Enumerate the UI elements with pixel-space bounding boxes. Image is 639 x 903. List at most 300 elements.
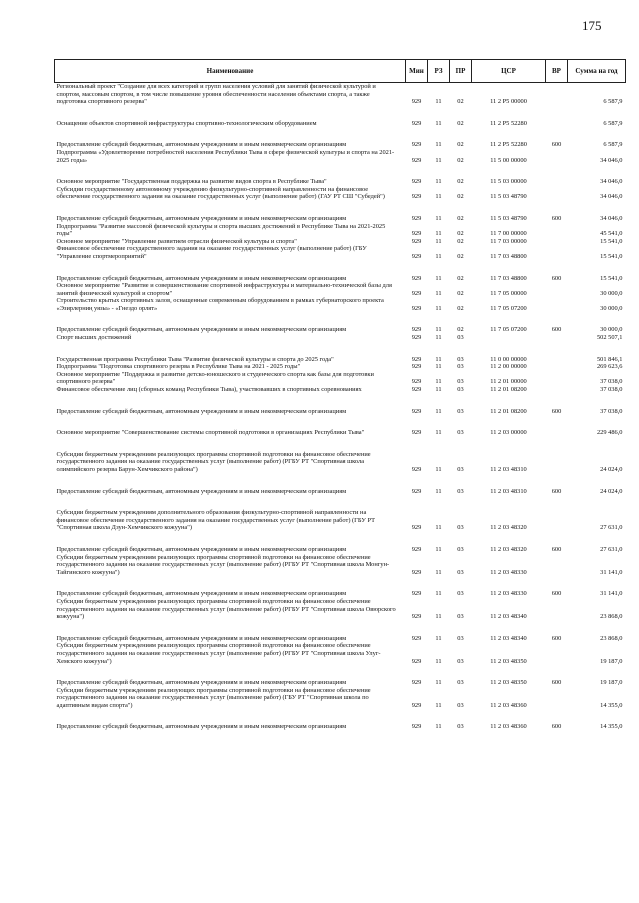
cell-csr: 11 7 03 48800 — [490, 274, 527, 282]
cell-name: Предоставление субсидий бюджетным, автономным учреждениям и иным некоммерческим организациям — [56, 274, 347, 282]
cell-pr: 03 — [457, 378, 464, 386]
cell-min: 929 — [411, 568, 422, 576]
cell-pr: 03 — [457, 386, 464, 394]
row-spacer — [55, 495, 626, 509]
cell-csr: 11 2 03 48320 — [490, 545, 527, 553]
cell-pr: 02 — [457, 178, 464, 186]
cell-name: Финансовое обеспечение лиц (сборных команд Республики Тыва), участвовавших в спортивных соревнованиях — [56, 386, 362, 394]
cell-csr: 11 7 00 00000 — [490, 230, 527, 238]
cell-min: 929 — [411, 214, 422, 222]
cell-min: 929 — [411, 252, 422, 260]
cell-sum: 15 541,0 — [600, 274, 623, 282]
row-spacer — [55, 532, 626, 546]
spacer-cell — [55, 164, 626, 178]
cell-rz: 11 — [435, 274, 442, 282]
spacer-cell — [55, 394, 626, 408]
cell-min: 929 — [411, 657, 422, 665]
row-spacer — [55, 127, 626, 141]
cell-rz: 11 — [435, 429, 442, 437]
row-spacer — [55, 261, 626, 275]
cell-rz: 11 — [435, 568, 442, 576]
spacer-cell — [55, 709, 626, 723]
cell-rz: 11 — [435, 407, 442, 415]
cell-vr — [546, 642, 568, 665]
cell-csr: 11 2 03 48360 — [490, 701, 527, 709]
spacer-cell — [55, 474, 626, 488]
budget-table — [54, 59, 626, 731]
cell-pr: 02 — [457, 289, 464, 297]
cell-csr: 11 2 03 48350 — [490, 679, 527, 687]
cell-rz: 11 — [435, 252, 442, 260]
cell-sum: 23 868,0 — [600, 634, 623, 642]
cell-vr: 600 — [551, 723, 562, 731]
spacer-cell — [55, 415, 626, 429]
cell-min: 929 — [411, 679, 422, 687]
cell-min: 929 — [411, 274, 422, 282]
spacer-cell — [55, 261, 626, 275]
cell-min: 929 — [411, 701, 422, 709]
cell-vr — [546, 363, 568, 371]
cell-name: Подпрограмма "Подготовка спортивного резерва в Республике Тыва на 2021 - 2025 годы" — [56, 363, 301, 371]
cell-csr: 11 7 03 00000 — [490, 237, 527, 245]
cell-min: 929 — [411, 178, 422, 186]
col-header-name: Наименование — [55, 60, 406, 83]
cell-name: Основное мероприятие "Совершенствование системы спортивной подготовки в организациях Республики Тыва" — [56, 429, 365, 437]
cell-vr: 600 — [551, 487, 562, 495]
page-number: 175 — [582, 18, 602, 33]
cell-vr — [546, 238, 568, 246]
cell-name: Субсидии бюджетным учреждениям реализующих программы спортивной подготовки на финансовое обеспечение государственного задания на оказание государственных услуг (выполнение работ) (РГБУ РТ "Спортивная школа Монгун-Тайгинского кожууна") — [56, 553, 390, 576]
row-spacer — [55, 415, 626, 429]
col-header-rz: РЗ — [428, 60, 450, 83]
cell-rz: 11 — [435, 214, 442, 222]
cell-pr: 03 — [457, 545, 464, 553]
cell-min: 929 — [411, 590, 422, 598]
cell-sum: 6 587,9 — [603, 119, 623, 127]
cell-rz: 11 — [435, 466, 442, 473]
cell-csr: 11 2 01 00000 — [490, 378, 527, 386]
cell-rz: 11 — [435, 304, 442, 312]
spacer-cell — [55, 495, 626, 509]
cell-sum: 24 024,0 — [600, 466, 623, 473]
cell-pr: 02 — [457, 304, 464, 312]
table-row — [55, 245, 626, 260]
cell-min: 929 — [411, 429, 422, 437]
cell-rz: 11 — [435, 487, 442, 495]
cell-pr: 02 — [457, 274, 464, 282]
cell-name: Субсидии бюджетным учреждениям реализующих программы спортивной подготовки на финансовое обеспечение государственного задания на оказание государственных услуг (выполнение работ) (РГБУ РТ "Спортивная школа Овюрского кожууна") — [56, 597, 396, 621]
table-row — [55, 282, 626, 297]
cell-sum: 30 000,0 — [600, 326, 623, 334]
cell-rz: 11 — [435, 701, 442, 709]
cell-csr: 11 5 00 00000 — [490, 156, 527, 164]
cell-sum: 37 038,0 — [600, 378, 623, 386]
cell-pr: 03 — [457, 487, 464, 495]
cell-min: 929 — [411, 326, 422, 334]
cell-rz: 11 — [435, 363, 442, 371]
table-row — [55, 408, 626, 416]
cell-csr: 11 7 05 00000 — [490, 289, 527, 297]
cell-name: Государственная программа Республики Тыва "Развитие физической культуры и спорта до 2025 года" — [56, 355, 334, 363]
cell-min: 929 — [411, 524, 422, 532]
cell-vr — [546, 429, 568, 437]
cell-name: Основное мероприятие "Развитие и совершенствование спортивной инфраструктуры и материально-технической базы для занятий физической культурой и спортом" — [56, 282, 392, 297]
spacer-cell — [55, 201, 626, 215]
cell-min: 929 — [411, 355, 422, 363]
cell-min: 929 — [411, 378, 422, 386]
cell-min: 929 — [411, 156, 422, 164]
cell-min: 929 — [411, 289, 422, 297]
table-row — [55, 149, 626, 164]
cell-rz: 11 — [435, 386, 442, 394]
cell-vr: 600 — [551, 634, 562, 642]
cell-rz: 11 — [435, 289, 442, 297]
cell-csr: 11 2 03 48320 — [490, 524, 527, 532]
cell-rz: 11 — [435, 237, 442, 245]
cell-sum: 30 000,0 — [600, 289, 623, 297]
cell-min: 929 — [411, 386, 422, 394]
cell-pr: 03 — [457, 613, 464, 621]
cell-csr: 11 2 P5 52280 — [490, 141, 527, 149]
cell-csr: 11 2 03 48330 — [490, 590, 527, 598]
cell-name: Финансовое обеспечение государственного задания на оказание государственных услуг (выполнение работ) (ГБУ "Управление спортмероприятий" — [56, 245, 367, 260]
cell-csr: 11 0 00 00000 — [490, 355, 527, 363]
cell-sum: 229 486,0 — [596, 429, 623, 437]
cell-sum: 31 141,0 — [600, 568, 623, 576]
row-spacer — [55, 437, 626, 451]
table-row — [55, 120, 626, 128]
cell-csr — [472, 334, 546, 342]
cell-vr: 600 — [551, 214, 562, 222]
cell-vr — [546, 356, 568, 364]
cell-name: Подпрограмма "Развитие массовой физической культуры и спорта высших достижений в Республике Тыва на 2021-2025 годы" — [56, 222, 386, 238]
spacer-cell — [55, 665, 626, 679]
cell-pr: 03 — [457, 355, 464, 363]
cell-csr: 11 2 01 08200 — [490, 407, 527, 415]
cell-pr: 03 — [457, 363, 464, 371]
cell-vr — [546, 178, 568, 186]
cell-rz: 11 — [435, 98, 442, 106]
table-row — [55, 386, 626, 394]
cell-rz: 11 — [435, 326, 442, 334]
cell-rz: 11 — [435, 590, 442, 598]
cell-pr: 03 — [457, 701, 464, 709]
table-row — [55, 334, 626, 342]
cell-pr: 03 — [457, 407, 464, 415]
cell-name: Предоставление субсидий бюджетным, автономным учреждениям и иным некоммерческим организациям — [56, 723, 347, 731]
cell-min: 929 — [411, 141, 422, 149]
cell-vr — [546, 687, 568, 710]
row-spacer — [55, 665, 626, 679]
table-row — [55, 215, 626, 223]
table-row — [55, 554, 626, 577]
cell-name: Оснащение объектов спортивной инфраструктуры спортивно-технологическим оборудованием — [56, 119, 317, 127]
cell-vr: 600 — [551, 407, 562, 415]
cell-pr: 02 — [457, 230, 464, 238]
cell-vr: 600 — [551, 545, 562, 553]
cell-sum: 27 631,0 — [600, 524, 623, 532]
cell-pr: 03 — [457, 429, 464, 437]
cell-csr: 11 2 P5 00000 — [490, 98, 527, 106]
cell-rz: 11 — [435, 230, 442, 238]
table-row — [55, 275, 626, 283]
cell-csr: 11 2 P5 52280 — [490, 119, 527, 127]
cell-pr: 02 — [457, 193, 464, 201]
spacer-cell — [55, 437, 626, 451]
row-spacer — [55, 201, 626, 215]
cell-sum: 19 187,0 — [600, 657, 623, 665]
row-spacer — [55, 342, 626, 356]
cell-sum: 34 046,0 — [600, 156, 623, 164]
cell-csr: 11 2 03 48310 — [490, 487, 527, 495]
cell-rz: 11 — [435, 634, 442, 642]
cell-vr — [546, 282, 568, 297]
row-spacer — [55, 106, 626, 120]
cell-name: Основное мероприятие "Государственная поддержка на развитие видов спорта в Республике Тыва" — [56, 178, 327, 186]
cell-rz: 11 — [435, 156, 442, 164]
cell-name: Субсидии бюджетным учреждениям реализующих программы спортивной подготовки на финансовое обеспечение государственного задания на оказание государственных услуг (выполнение работ) (ГБУ РТ "Спортивная школа по адаптивным видам спорта") — [56, 686, 371, 709]
cell-name: Субсидии государственному автономному учреждению физкультурно-спортивной направленности на финансовое обеспечение государственного задания на оказание государственных услуг (выполнение работ) (ГАУ РТ СШ "Субедей") — [56, 185, 385, 201]
cell-csr: 11 2 03 48330 — [490, 568, 527, 576]
cell-sum: 15 541,0 — [600, 252, 623, 260]
cell-pr: 02 — [457, 237, 464, 245]
cell-vr: 600 — [551, 679, 562, 687]
table-row — [55, 598, 626, 621]
cell-csr: 11 7 05 07200 — [490, 304, 527, 312]
cell-name: Субсидии бюджетным учреждениям дополнительного образования физкультурно-спортивной направленности на финансовое обеспечение государственного задания на оказание государственных услуг (выполнение работ) (ГБУ РТ "Спортивная школа Дзун-Хемчикского кожууна") — [56, 509, 375, 532]
row-spacer — [55, 474, 626, 488]
table-row — [55, 723, 626, 731]
cell-csr: 11 7 05 07200 — [490, 326, 527, 334]
table-row — [55, 326, 626, 334]
cell-sum: 6 587,9 — [603, 98, 623, 106]
col-header-sum: Сумма на год — [568, 60, 626, 83]
cell-sum: 37 038,0 — [600, 386, 623, 394]
row-spacer — [55, 709, 626, 723]
cell-pr: 02 — [457, 326, 464, 334]
table-row — [55, 186, 626, 201]
cell-name: Региональный проект "Создание для всех категорий и групп населения условий для занятий физической культурой и спортом, массовым спортом, в том числе повышение уровня обеспеченности населения объектами спорта, а также подготовка спортивного резерва" — [56, 83, 376, 106]
spacer-cell — [55, 312, 626, 326]
cell-rz: 11 — [435, 119, 442, 127]
cell-csr: 11 2 03 00000 — [490, 429, 527, 437]
table-row — [55, 238, 626, 246]
cell-name: Предоставление субсидий бюджетным, автономным учреждениям и иным некоммерческим организациям — [56, 679, 347, 687]
cell-min: 929 — [411, 723, 422, 731]
spacer-cell — [55, 621, 626, 635]
cell-min: 929 — [411, 407, 422, 415]
cell-name: Субсидии бюджетным учреждениям реализующих программы спортивной подготовки на финансовое обеспечение государственного задания на оказание государственных услуг (выполнение работ) (РГБУ РТ "Спортивная школа Улуг-Хемского кожууна") — [56, 642, 381, 665]
table-row — [55, 687, 626, 710]
table-row — [55, 509, 626, 532]
cell-vr: 600 — [551, 141, 562, 149]
cell-name: Субсидии бюджетным учреждениям реализующих программы спортивной подготовки на финансовое обеспечение государственного задания на оказание государственных услуг (выполнение работ) (РГБУ РТ "Спортивная школа олимпийского резерва Барун-Хемчикского района") — [56, 450, 371, 473]
cell-sum: 6 587,9 — [603, 141, 623, 149]
cell-sum: 23 868,0 — [600, 613, 623, 621]
cell-min: 929 — [411, 237, 422, 245]
cell-pr: 03 — [457, 634, 464, 642]
cell-name: Подпрограмма «Удовлетворение потребностей населения Республики Тыва в сфере физической культуры и спорта на 2021-2025 годы» — [56, 148, 395, 164]
table-row — [55, 429, 626, 437]
table-row — [55, 223, 626, 238]
spacer-cell — [55, 576, 626, 590]
cell-sum: 14 355,0 — [600, 701, 623, 709]
cell-name: Основное мероприятие "Поддержка и развитие детско-юношеского и студенческого спорта как базы для подготовки спортивного резерва" — [56, 370, 374, 386]
cell-rz: 11 — [435, 355, 442, 363]
cell-sum: 34 046,0 — [600, 214, 623, 222]
cell-pr: 02 — [457, 252, 464, 260]
cell-sum: 501 846,1 — [596, 355, 623, 363]
cell-sum: 34 046,0 — [600, 193, 623, 201]
cell-csr: 11 5 03 48790 — [490, 214, 527, 222]
table-row — [55, 297, 626, 312]
cell-vr — [546, 149, 568, 164]
cell-name: Предоставление субсидий бюджетным, автономным учреждениям и иным некоммерческим организациям — [56, 634, 347, 642]
table-row — [55, 178, 626, 186]
cell-rz: 11 — [435, 178, 442, 186]
cell-vr: 600 — [551, 326, 562, 334]
cell-pr: 02 — [457, 119, 464, 127]
cell-name: Предоставление субсидий бюджетным, автономным учреждениям и иным некоммерческим организациям — [56, 407, 347, 415]
cell-rz: 11 — [435, 657, 442, 665]
table-row — [55, 590, 626, 598]
cell-pr: 02 — [457, 98, 464, 106]
cell-csr: 11 5 03 48790 — [490, 193, 527, 201]
cell-vr — [546, 297, 568, 312]
cell-pr: 02 — [457, 141, 464, 149]
spacer-cell — [55, 342, 626, 356]
cell-min: 929 — [411, 230, 422, 238]
cell-pr: 03 — [457, 466, 464, 473]
cell-pr: 02 — [457, 214, 464, 222]
cell-sum: 31 141,0 — [600, 590, 623, 598]
cell-sum: 15 541,0 — [600, 237, 623, 245]
cell-pr: 03 — [457, 657, 464, 665]
cell-name: Предоставление субсидий бюджетным, автономным учреждениям и иным некоммерческим организациям — [56, 214, 347, 222]
cell-pr: 03 — [457, 524, 464, 532]
table-row — [55, 642, 626, 665]
table-header — [55, 60, 626, 83]
table-row — [55, 635, 626, 643]
cell-min: 929 — [411, 466, 422, 473]
cell-vr — [546, 120, 568, 128]
table-row — [55, 679, 626, 687]
cell-rz: 11 — [435, 378, 442, 386]
cell-pr: 03 — [457, 568, 464, 576]
row-spacer — [55, 164, 626, 178]
cell-vr — [546, 386, 568, 394]
cell-vr — [546, 509, 568, 532]
cell-sum: 502 507,1 — [596, 334, 623, 342]
table-row — [55, 546, 626, 554]
cell-rz: 11 — [435, 545, 442, 553]
row-spacer — [55, 576, 626, 590]
cell-min: 929 — [411, 363, 422, 371]
cell-csr: 11 2 00 00000 — [490, 363, 527, 371]
table-row — [55, 488, 626, 496]
cell-vr: 600 — [551, 590, 562, 598]
row-spacer — [55, 621, 626, 635]
cell-rz: 11 — [435, 613, 442, 621]
cell-name: Предоставление субсидий бюджетным, автономным учреждениям и иным некоммерческим организациям — [56, 545, 347, 553]
cell-rz: 11 — [435, 334, 442, 342]
table-row — [55, 141, 626, 149]
cell-rz: 11 — [435, 723, 442, 731]
col-header-vr: ВР — [546, 60, 568, 83]
cell-vr: 600 — [551, 274, 562, 282]
cell-pr: 03 — [457, 679, 464, 687]
cell-rz: 11 — [435, 524, 442, 532]
cell-name: Предоставление субсидий бюджетным, автономным учреждениям и иным некоммерческим организациям — [56, 590, 347, 598]
row-spacer — [55, 312, 626, 326]
cell-sum: 30 000,0 — [600, 304, 623, 312]
cell-min: 929 — [411, 98, 422, 106]
cell-min: 929 — [411, 334, 422, 342]
cell-csr: 11 2 03 48340 — [490, 634, 527, 642]
cell-vr — [546, 223, 568, 238]
spacer-cell — [55, 532, 626, 546]
table-row — [55, 356, 626, 364]
row-spacer — [55, 394, 626, 408]
col-header-min: Мин — [406, 60, 428, 83]
cell-name: Предоставление субсидий бюджетным, автономным учреждениям и иным некоммерческим организациям — [56, 141, 347, 149]
cell-pr: 03 — [457, 723, 464, 731]
cell-min: 929 — [411, 193, 422, 201]
cell-min: 929 — [411, 304, 422, 312]
cell-sum: 24 024,0 — [600, 487, 623, 495]
col-header-csr: ЦСР — [472, 60, 546, 83]
cell-vr — [546, 554, 568, 577]
cell-name: Предоставление субсидий бюджетным, автономным учреждениям и иным некоммерческим организациям — [56, 326, 347, 334]
cell-min: 929 — [411, 119, 422, 127]
cell-sum: 14 355,0 — [600, 723, 623, 731]
cell-vr — [546, 245, 568, 260]
cell-min: 929 — [411, 634, 422, 642]
table-row — [55, 83, 626, 106]
cell-vr — [546, 598, 568, 621]
cell-rz: 11 — [435, 193, 442, 201]
cell-vr — [546, 371, 568, 386]
cell-name: Предоставление субсидий бюджетным, автономным учреждениям и иным некоммерческим организациям — [56, 487, 347, 495]
cell-csr: 11 2 03 48360 — [490, 723, 527, 731]
cell-min: 929 — [411, 487, 422, 495]
cell-sum: 45 541,0 — [600, 230, 623, 238]
cell-name: Строительство крытых спортивных залов, оснащенные современным оборудованием в рамках губернаторского проекта «Эзирлерниң уязы» - «Гнездо орлят» — [56, 297, 384, 312]
cell-rz: 11 — [435, 141, 442, 149]
cell-csr: 11 2 03 48350 — [490, 657, 527, 665]
cell-min: 929 — [411, 545, 422, 553]
table-row — [55, 371, 626, 386]
cell-vr — [546, 83, 568, 106]
cell-csr: 11 5 03 00000 — [490, 178, 527, 186]
cell-pr: 03 — [457, 590, 464, 598]
cell-pr: 02 — [457, 156, 464, 164]
cell-csr: 11 2 01 08200 — [490, 386, 527, 394]
spacer-cell — [55, 127, 626, 141]
cell-sum: 27 631,0 — [600, 545, 623, 553]
col-header-pr: ПР — [450, 60, 472, 83]
cell-sum: 34 046,0 — [600, 178, 623, 186]
cell-sum: 19 187,0 — [600, 679, 623, 687]
cell-rz: 11 — [435, 679, 442, 687]
cell-sum: 37 038,0 — [600, 407, 623, 415]
cell-vr — [546, 186, 568, 201]
cell-name: Основное мероприятие "Управление развитием отрасли физической культуры и спорта" — [56, 237, 297, 245]
cell-name: Спорт высших достижений — [56, 334, 132, 342]
cell-pr: 03 — [457, 334, 464, 342]
cell-sum: 269 623,6 — [596, 363, 623, 371]
cell-csr: 11 7 03 48800 — [490, 252, 527, 260]
